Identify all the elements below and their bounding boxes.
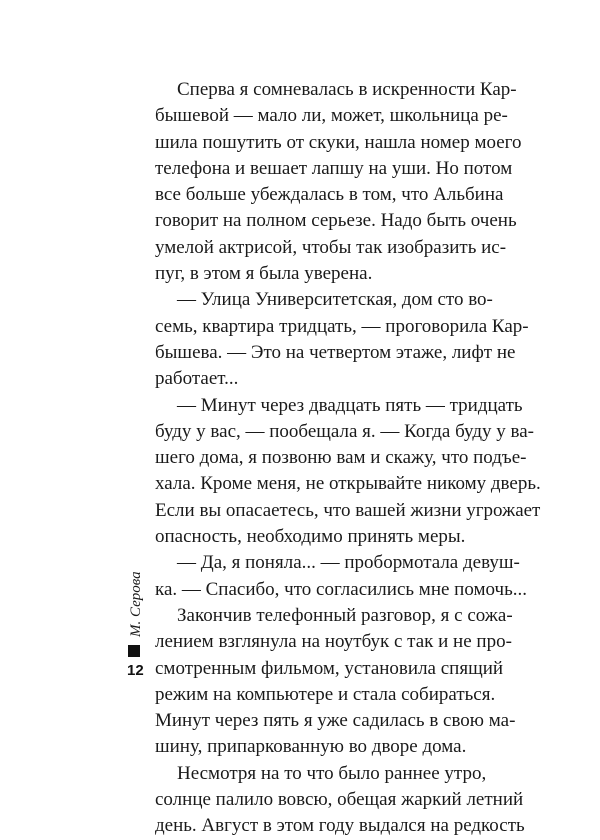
body-text bbox=[155, 77, 541, 840]
text-line: Закончив телефонный разговор, я с сожа- bbox=[177, 604, 513, 626]
text-line: бышевой — мало ли, может, школьница ре- bbox=[155, 105, 508, 127]
text-line: ка. — Спасибо, что согласились мне помочь... bbox=[155, 578, 527, 600]
text-line: смотренным фильмом, установила спящий bbox=[155, 657, 504, 679]
text-line: солнце палило вовсю, обещая жаркий летний bbox=[155, 789, 524, 811]
text-line: бышева. — Это на четвертом этаже, лифт не bbox=[155, 341, 516, 363]
text-line: умелой актрисой, чтобы так изобразить ис- bbox=[155, 236, 507, 258]
text-line: — Минут через двадцать пять — тридцать bbox=[177, 394, 523, 416]
text-line: — Улица Университетская, дом сто во- bbox=[177, 289, 493, 311]
text-line: Сперва я сомневалась в искренности Кар- bbox=[177, 79, 517, 100]
text-line: лением взглянула на ноутбук с так и не про- bbox=[155, 631, 512, 653]
text-line: Если вы опасаетесь, что вашей жизни угрожает bbox=[155, 499, 541, 521]
text-line: буду у вас, — пообещала я. — Когда буду у ва- bbox=[155, 420, 534, 442]
text-line: хала. Кроме меня, не открывайте никому дверь. bbox=[155, 473, 541, 495]
text-line: Несмотря на то что было раннее утро, bbox=[177, 762, 487, 784]
text-line: шила пошутить от скуки, нашла номер моего bbox=[155, 131, 522, 153]
text-line: говорит на полном серьезе. Надо быть очень bbox=[155, 210, 517, 232]
text-line: день. Август в этом году выдался на редкость bbox=[155, 815, 525, 837]
text-line: телефона и вешает лапшу на уши. Но потом bbox=[155, 157, 513, 179]
text-line: пуг, в этом я была уверена. bbox=[155, 263, 373, 285]
text-line: опасность, необходимо принять меры. bbox=[155, 526, 466, 548]
text-line: семь, квартира тридцать, — проговорила Кар- bbox=[155, 315, 529, 337]
text-line: — Да, я поняла... — пробормотала девуш- bbox=[177, 552, 520, 574]
text-line: шего дома, я позвоню вам и скажу, что подъе- bbox=[155, 447, 527, 469]
text-line: Минут через пять я уже садилась в свою ма- bbox=[155, 710, 516, 732]
running-head-marker bbox=[128, 645, 140, 657]
text-line: работает... bbox=[155, 368, 239, 390]
text-line: режим на компьютере и стала собираться. bbox=[155, 683, 496, 705]
text-line: шину, припаркованную во дворе дома. bbox=[155, 736, 467, 758]
page-number: 12 bbox=[127, 662, 144, 679]
running-head-author: М. Серова bbox=[128, 571, 144, 637]
text-line: все больше убеждалась в том, что Альбина bbox=[155, 184, 504, 206]
